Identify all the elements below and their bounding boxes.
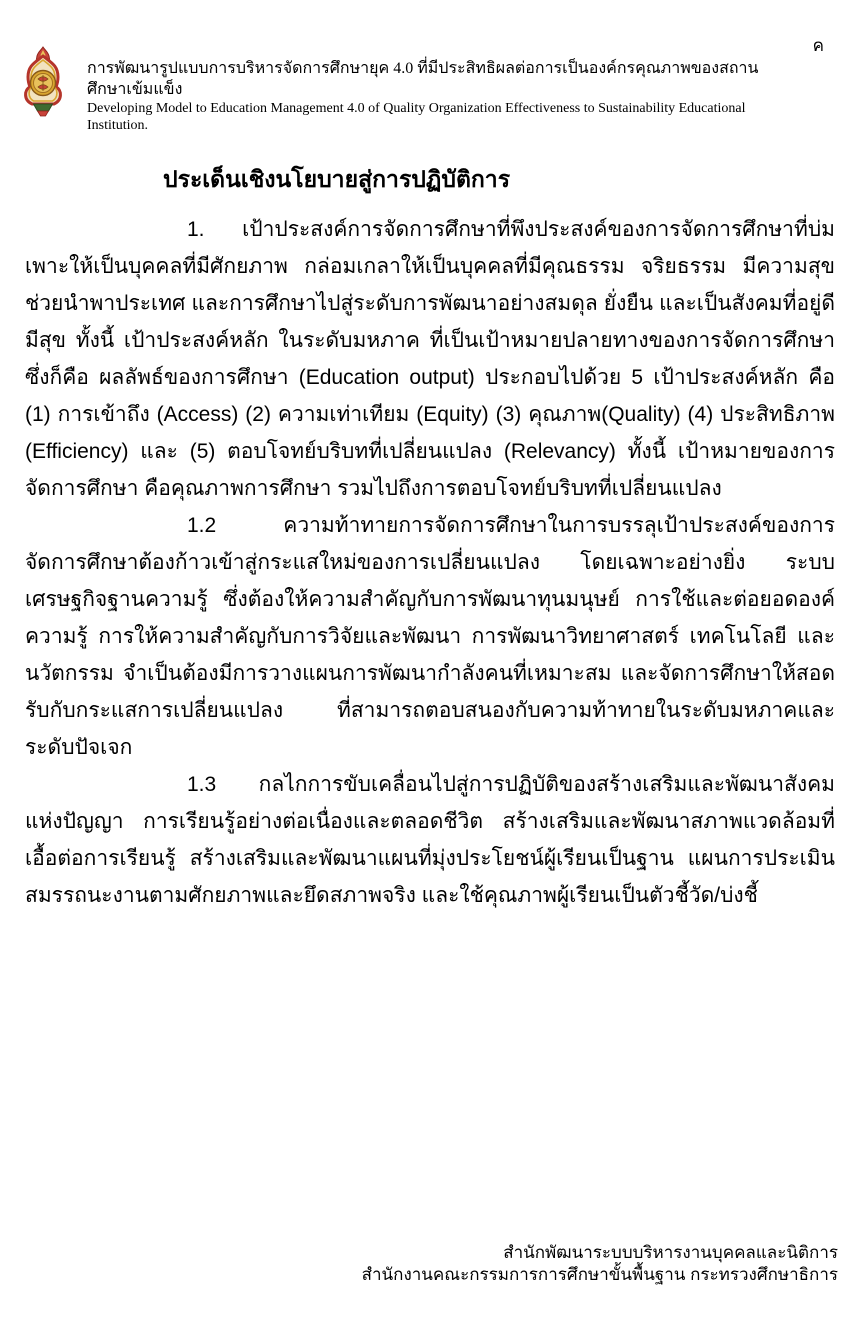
footer-office-line: สำนักพัฒนาระบบบริหารงานบุคคลและนิติการ: [503, 1243, 838, 1262]
paragraph-1-2: 1.2 ความท้าทายการจัดการศึกษาในการบรรลุเป้าประสงค์ของการจัดการศึกษาต้องก้าวเข้าสู่กระแสใหม่ของการเปลี่ยนแปลง โดยเฉพาะอย่างยิ่ง ระบบเศรษฐกิจฐานความรู้ ซึ่งต้องให้ความสำคัญกับการพัฒนาทุนมนุษย์ การใช้และต่อยอดองค์ความรู้ การให้ความสำคัญกับการวิจัยและพัฒนา การพัฒนาวิทยาศาสตร์ เทคโนโลยี และนวัตกรรม จำเป็นต้องมีการวางแผนการพัฒนากำลังคนที่เหมาะสม และจัดการศึกษาให้สอดรับกับกระแสการเปลี่ยนแปลง ที่สามารถตอบสนองกับความท้าทายในระดับมหภาคและระดับปัจเจก: [25, 514, 835, 759]
paragraph-1-3: 1.3 กลไกการขับเคลื่อนไปสู่การปฏิบัติของสร้างเสริมและพัฒนาสังคมแห่งปัญญา การเรียนรู้อย่างต่อเนื่องและตลอดชีวิต สร้างเสริมและพัฒนาสภาพแวดล้อมที่เอื้อต่อการเรียนรู้ สร้างเสริมและพัฒนาแผนที่มุ่งประโยชน์ผู้เรียนเป็นฐาน แผนการประเมินสมรรถนะงานตามศักยภาพและยึดสภาพจริง และใช้คุณภาพผู้เรียนเป็นตัวชี้วัด/บ่งชี้: [25, 773, 835, 907]
obec-logo-icon: [14, 46, 72, 118]
header-english-title: [87, 100, 787, 134]
header-thai-title: การพัฒนารูปแบบการบริหารจัดการศึกษายุค 4.0 ที่มีประสิทธิผลต่อการเป็นองค์กรคุณภาพของสถานศึกษาเข้มแข็ง: [87, 60, 759, 98]
page-number-marker: ค: [812, 36, 824, 55]
header-titles: [87, 58, 787, 134]
footer-ministry-line: สำนักงานคณะกรรมการการศึกษาขั้นพื้นฐาน กระทรวงศึกษาธิการ: [361, 1265, 838, 1284]
header-english-line-2: Institution.: [87, 118, 149, 133]
page-footer: [362, 1242, 838, 1286]
section-heading: ประเด็นเชิงนโยบายสู่การปฏิบัติการ: [163, 166, 511, 192]
header-english-line-1: Developing Model to Education Management 4.0 of Quality Organization Effectiveness to Sustainability Educational: [87, 101, 746, 116]
running-header: [14, 46, 787, 134]
paragraph-1: 1. เป้าประสงค์การจัดการศึกษาที่พึงประสงค์ของการจัดการศึกษาที่บ่มเพาะให้เป็นบุคคลที่มีศักยภาพ กล่อมเกลาให้เป็นบุคคลที่มีคุณธรรม จริยธรรม มีความสุข ช่วยนำพาประเทศ และการศึกษาไปสู่ระดับการพัฒนาอย่างสมดุล ยั่งยืน และเป็นสังคมที่อยู่ดีมีสุข ทั้งนี้ เป้าประสงค์หลัก ในระดับมหภาค ที่เป็นเป้าหมายปลายทางของการจัดการศึกษา ซึ่งก็คือ ผลลัพธ์ของการศึกษา (Education output) ประกอบไปด้วย 5 เป้าประสงค์หลัก คือ (1) การเข้าถึง (Access) (2) ความเท่าเทียม (Equity) (3) คุณภาพ(Quality) (4) ประสิทธิภาพ (Efficiency) และ (5) ตอบโจทย์บริบทที่เปลี่ยนแปลง (Relevancy) ทั้งนี้ เป้าหมายของการจัดการศึกษา คือคุณภาพการศึกษา รวมไปถึงการตอบโจทย์บริบทที่เปลี่ยนแปลง: [25, 218, 835, 500]
document-body: [25, 163, 835, 914]
